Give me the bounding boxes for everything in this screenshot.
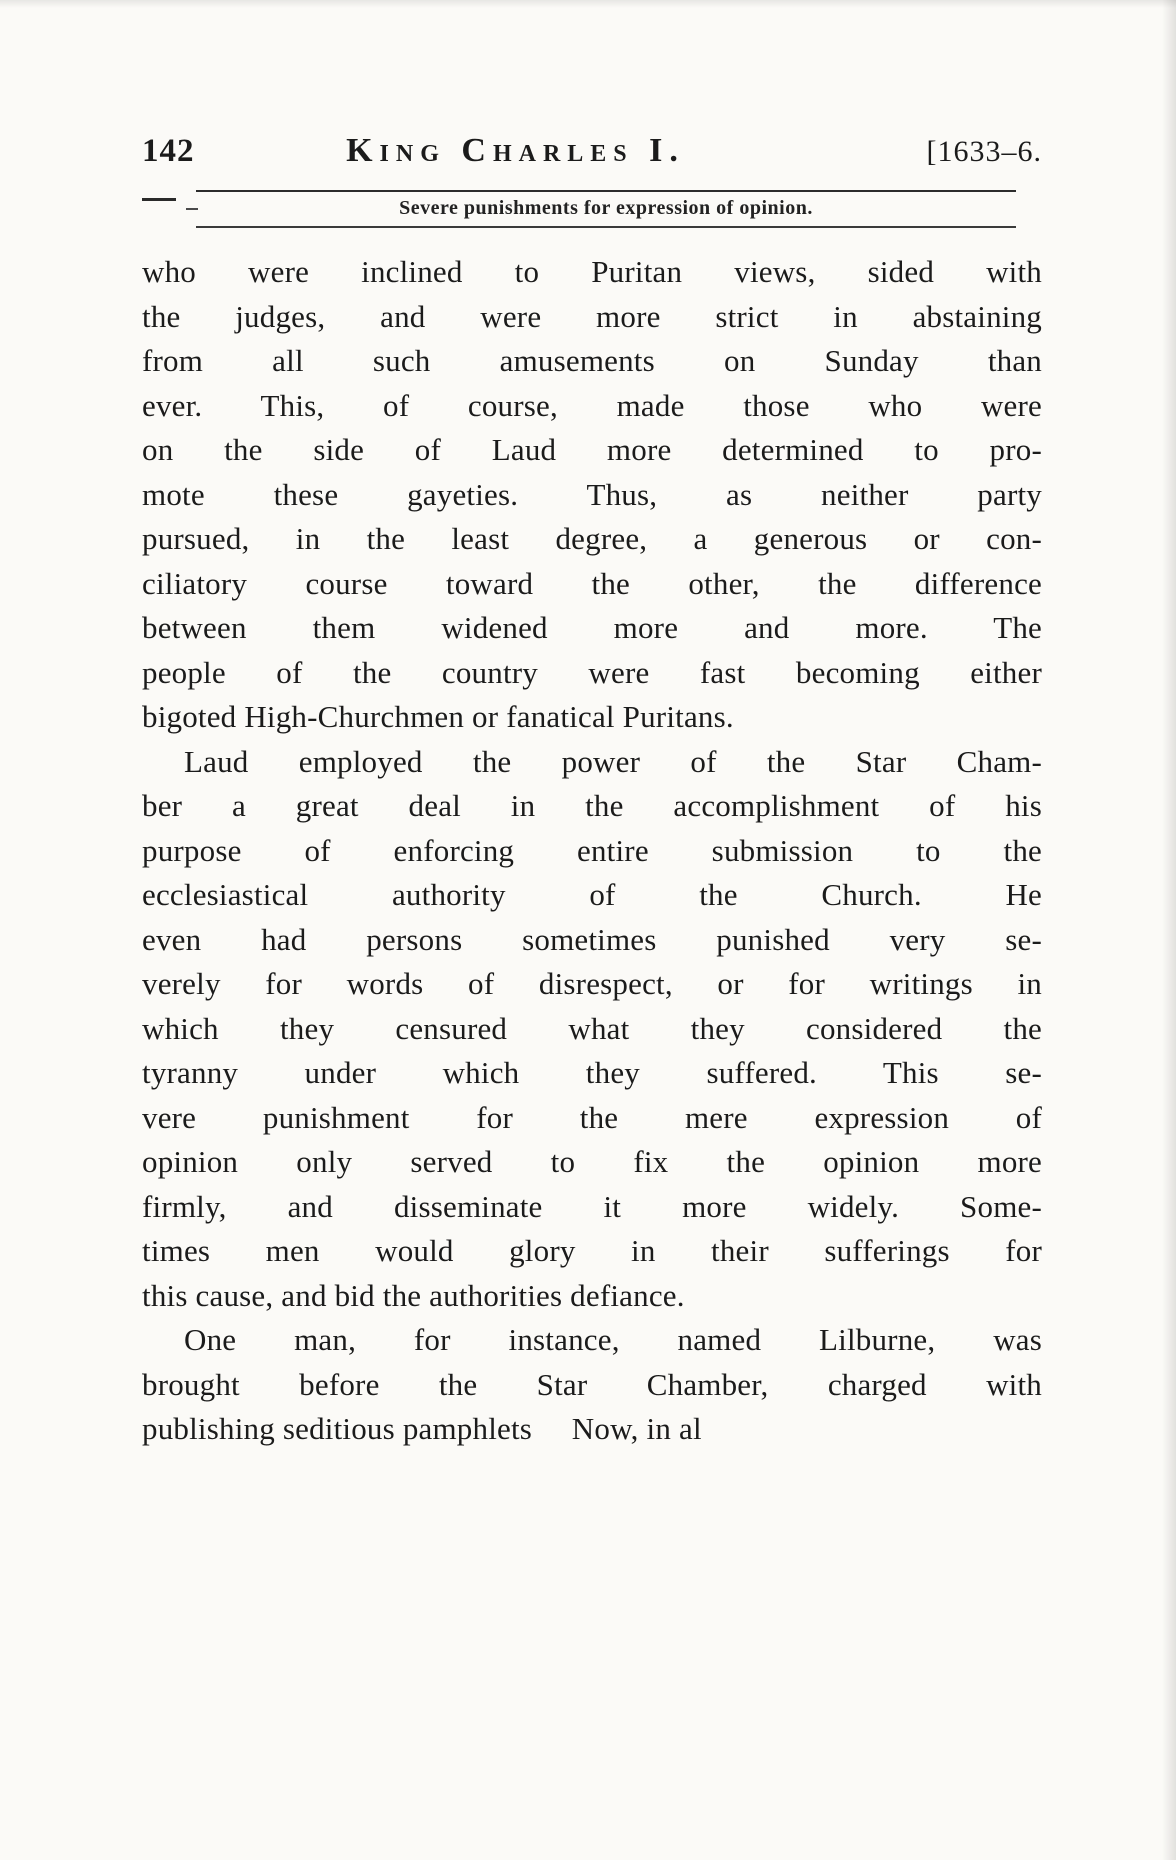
text-line: ecclesiastical authority of the Church. He	[142, 877, 1042, 912]
text-line: this cause, and bid the authorities defiance.	[142, 1277, 685, 1313]
body-text	[142, 250, 1042, 1452]
text-line: publishing seditious pamphlets Now, in al	[142, 1411, 702, 1446]
scan-edge-top	[0, 0, 1176, 8]
text-line: Laud employed the power of the Star Cham-	[184, 743, 1042, 779]
text-line: which they censured what they considered the	[142, 1010, 1042, 1046]
running-title: King Charles I.	[346, 132, 685, 169]
text-line: times men would glory in their sufferings for	[142, 1233, 1042, 1268]
page-number: 142	[142, 133, 195, 169]
text-line: brought before the Star Chamber, charged with	[142, 1366, 1042, 1402]
text-line: bigoted High-Churchmen or fanatical Puritans.	[142, 699, 734, 734]
text-line: firmly, and disseminate it more widely. Some-	[142, 1188, 1042, 1224]
text-line: people of the country were fast becoming either	[142, 654, 1042, 690]
margin-dash	[142, 198, 176, 201]
text-line: ciliatory course toward the other, the difference	[142, 565, 1042, 601]
text-line: tyranny under which they suffered. This se-	[142, 1055, 1042, 1090]
text-line: ber a great deal in the accomplishment of his	[142, 788, 1042, 823]
section-caption: Severe punishments for expression of opinion.	[399, 197, 813, 219]
text-line: on the side of Laud more determined to pro-	[142, 432, 1042, 467]
text-line: who were inclined to Puritan views, sided with	[142, 254, 1042, 289]
text-line: vere punishment for the mere expression of	[142, 1099, 1042, 1135]
text-line: pursued, in the least degree, a generous or con-	[142, 521, 1042, 556]
text-line: the judges, and were more strict in abstaining	[142, 298, 1042, 334]
page-header	[142, 132, 1042, 170]
text-line: even had persons sometimes punished very se-	[142, 921, 1042, 957]
section-caption-block	[196, 190, 1016, 228]
scan-edge-right	[1162, 0, 1176, 1860]
text-line: mote these gayeties. Thus, as neither party	[142, 476, 1042, 512]
text-line: ever. This, of course, made those who were	[142, 387, 1042, 423]
date-label: [1633–6.	[926, 135, 1042, 168]
text-line: between them widened more and more. The	[142, 610, 1042, 645]
text-line: purpose of enforcing entire submission to the	[142, 832, 1042, 868]
text-line: opinion only served to fix the opinion more	[142, 1144, 1042, 1179]
text-line: from all such amusements on Sunday than	[142, 343, 1042, 378]
text-line: One man, for instance, named Lilburne, was	[184, 1322, 1042, 1357]
text-line: verely for words of disrespect, or for writings in	[142, 966, 1042, 1001]
